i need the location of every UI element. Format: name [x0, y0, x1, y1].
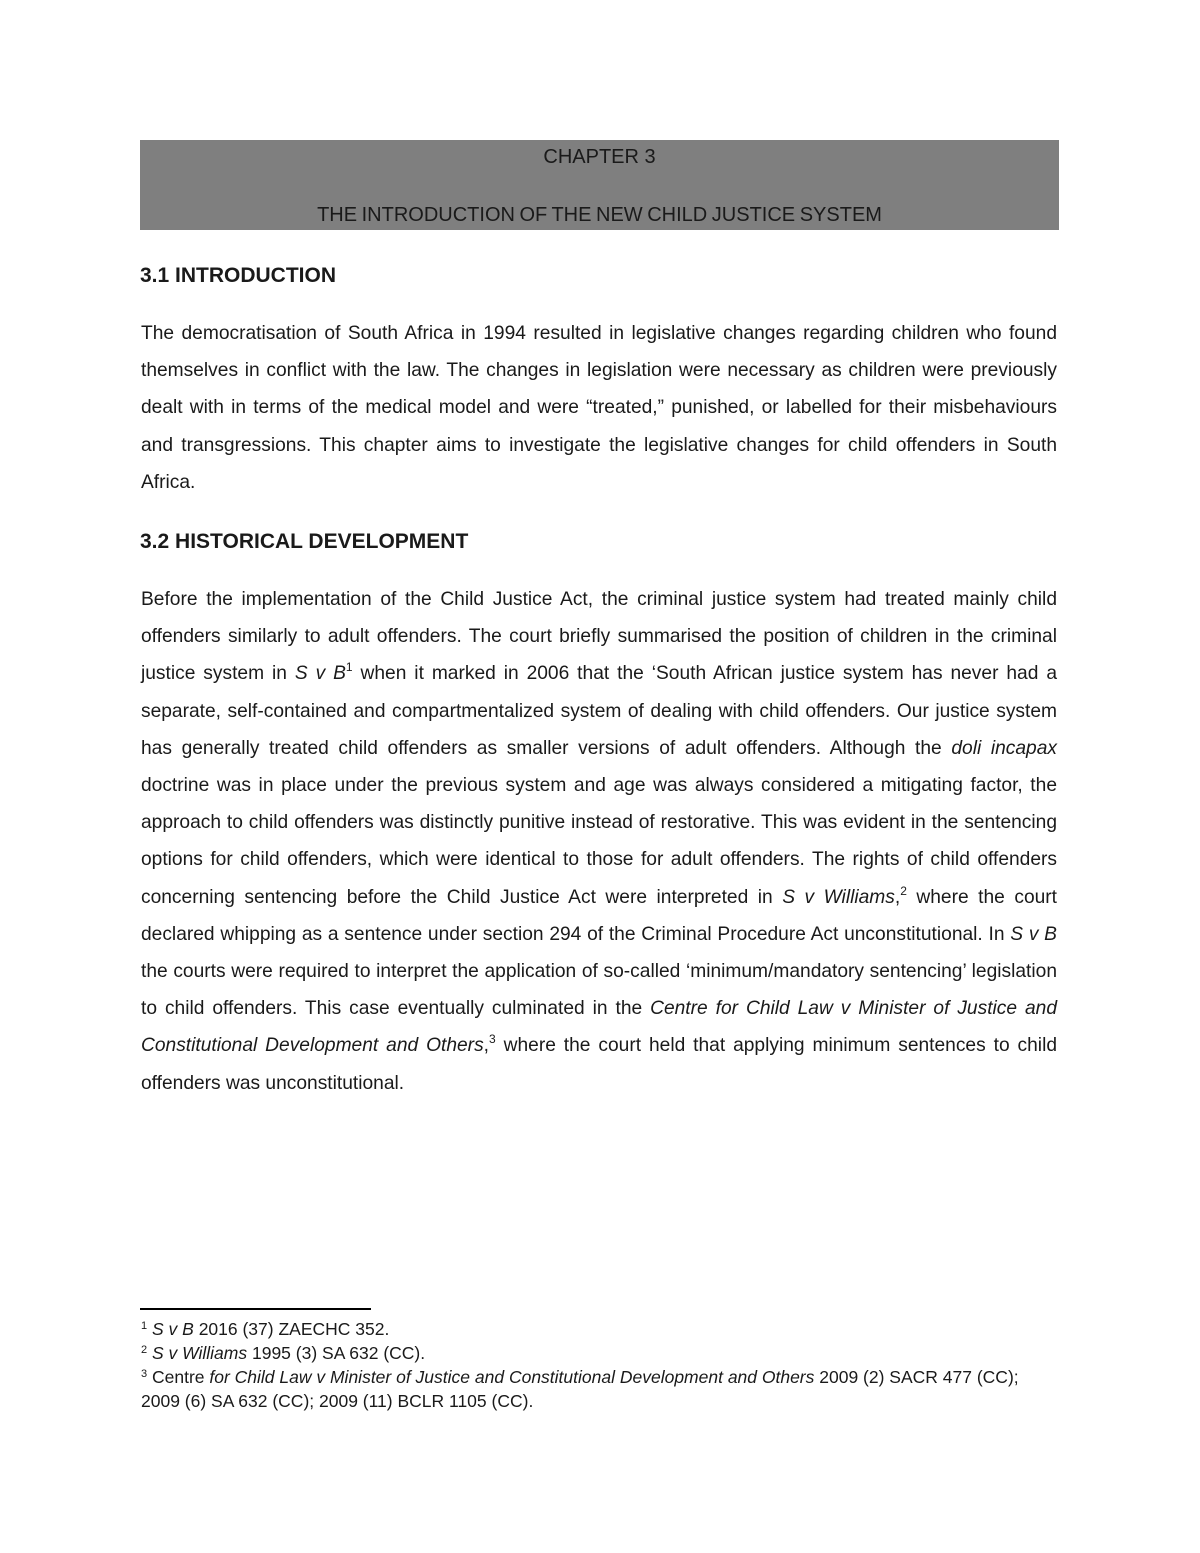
section-heading-historical-development: 3.2 HISTORICAL DEVELOPMENT: [140, 530, 469, 553]
text-run: doctrine was in place under the previous system and age was always considered a mitigating factor, the approach to child offenders was distinctly punitive instead of restorative. This was evident in the sentencing options for child offenders, which were identical to those for adult offenders. The rights of child offenders concerning sentencing before the Child Justice Act were interpreted in: [141, 775, 1057, 908]
footnote-reference: 3: [489, 1032, 496, 1047]
text-run: ,: [483, 1035, 490, 1057]
text-run: when it marked in 2006 that the ‘South African justice system has never had a separate, self-contained and compartmentalized system of dealing with child offenders. Our justice system has generally treated child offenders as smaller versions of adult offenders. Although the: [141, 663, 1057, 759]
text-run: where the court held that applying minimum sentences to child offenders was unconstitutional.: [141, 1035, 1057, 1094]
footnote-2: [141, 1341, 1059, 1365]
footnote-number: 1: [141, 1320, 148, 1332]
footnotes: [141, 1317, 1059, 1413]
footnote-number: 2: [141, 1344, 148, 1356]
historical-development-paragraph: [141, 581, 1057, 1102]
case-citation-s-v-williams: S v Williams: [782, 886, 895, 908]
section-heading-introduction: 3.1 INTRODUCTION: [140, 264, 337, 287]
footnote-reference: 1: [345, 660, 353, 675]
footnote-case: S v B: [152, 1319, 194, 1339]
footnote-reference: 2: [900, 883, 907, 898]
text-run: the courts were required to interpret the application of so-called ‘minimum/mandatory sentencing’ legislation to child offenders. This case eventually culminated in the: [141, 961, 1057, 1020]
text-run: Before the implementation of the Child Justice Act, the criminal justice system had treated mainly child offenders similarly to adult offenders. The court briefly summarised the position of children in the criminal justice system in: [141, 589, 1057, 685]
footnote-3: [141, 1365, 1059, 1413]
footnote-lead: Centre: [147, 1367, 210, 1387]
case-citation-s-v-b: S v B: [1010, 923, 1057, 945]
footnote-number: 3: [141, 1368, 148, 1380]
text-run: where the court declared whipping as a sentence under section 294 of the Criminal Procedure Act unconstitutional. In: [141, 886, 1058, 945]
chapter-header: [140, 140, 1059, 230]
case-citation-centre-for-child-law: Centre for Child Law v Minister of Justice and Constitutional Development and Others: [141, 998, 1058, 1057]
introduction-paragraph: The democratisation of South Africa in 1994 resulted in legislative changes regarding children who found themselves in conflict with the law. The changes in legislation were necessary as children were previously dealt with in terms of the medical model and were “treated,” punished, or labelled for their misbehaviours and transgressions. This chapter aims to investigate the legislative changes for child offenders in South Africa.: [141, 323, 1057, 493]
footnote-separator: [140, 1308, 371, 1310]
footnote-case: S v Williams: [152, 1343, 248, 1363]
footnote-case: for Child Law v Minister of Justice and Constitutional Development and Others: [209, 1367, 815, 1387]
footnote-text: 2009 (2) SACR 477 (CC); 2009 (6) SA 632 (CC); 2009 (11) BCLR 1105 (CC).: [141, 1367, 1019, 1411]
case-citation-s-v-b: S v B: [294, 663, 346, 685]
footnote-text: 1995 (3) SA 632 (CC).: [247, 1343, 426, 1363]
latin-term: doli incapax: [951, 737, 1057, 759]
chapter-number: CHAPTER 3: [543, 146, 656, 168]
chapter-title: THE INTRODUCTION OF THE NEW CHILD JUSTICE SYSTEM: [317, 204, 882, 226]
footnote-1: [141, 1317, 1059, 1341]
text-run: ,: [894, 886, 901, 908]
footnote-text: 2016 (37) ZAECHC 352.: [193, 1319, 390, 1339]
